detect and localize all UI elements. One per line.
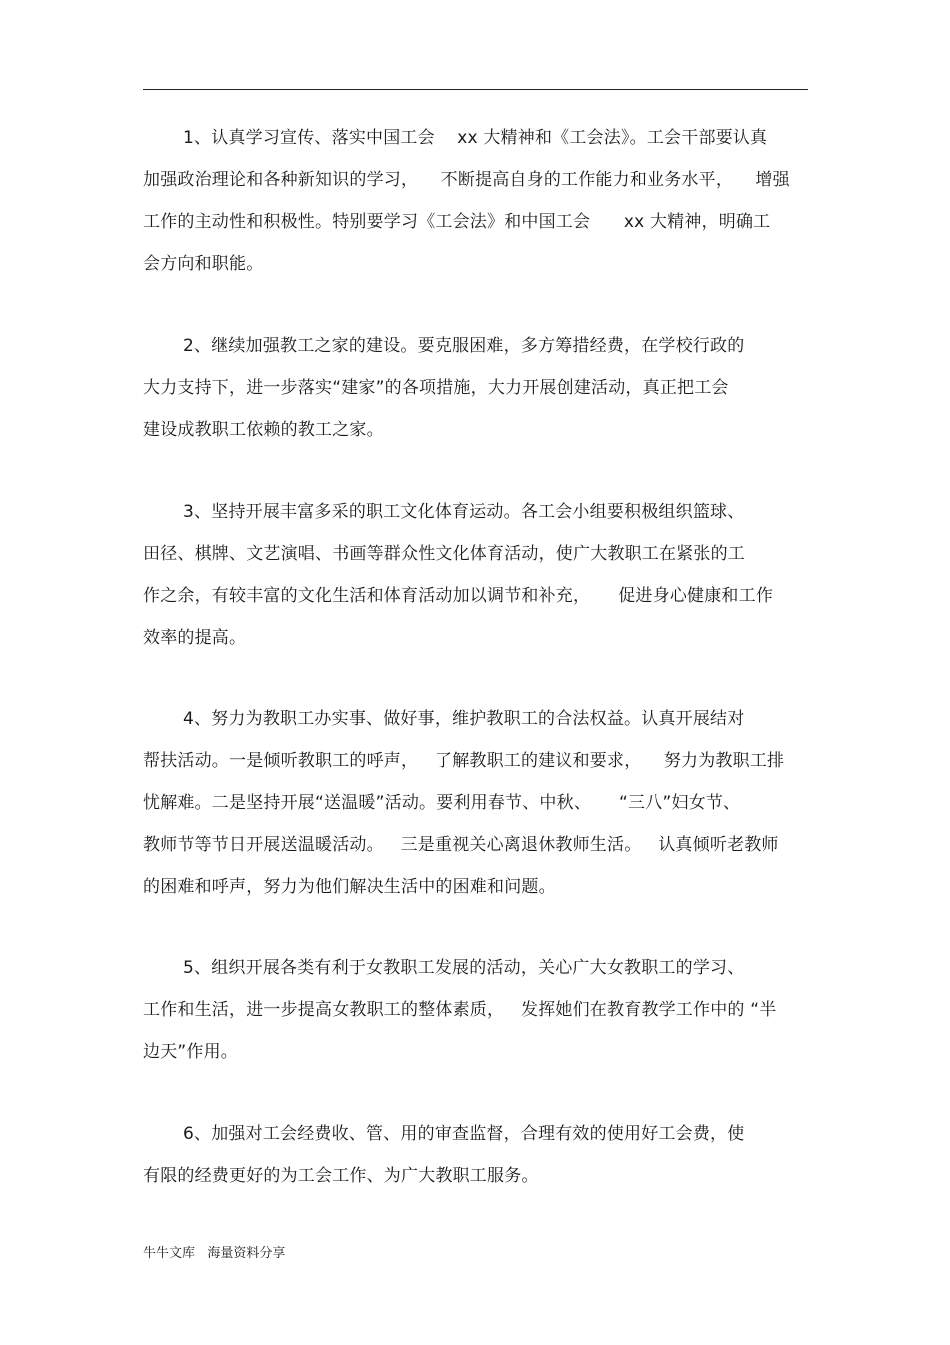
paragraph-line: 建设成教职工依赖的教工之家。	[143, 420, 384, 440]
paragraph-line: 2、继续加强教工之家的建设。要克服困难，多方筹措经费，在学校行政的	[183, 336, 745, 356]
paragraph-line: 5、组织开展各类有利于女教职工发展的活动，关心广大女教职工的学习、	[183, 958, 745, 978]
paragraph-line: 4、努力为教职工办实事、做好事，维护教职工的合法权益。认真开展结对	[183, 709, 745, 729]
header-rule	[143, 89, 808, 90]
paragraph-line: 3、坚持开展丰富多采的职工文化体育运动。各工会小组要积极组织篮球、	[183, 502, 745, 522]
paragraph-line: 1、认真学习宣传、落实中国工会 xx 大精神和《工会法》。工会干部要认真	[183, 128, 768, 148]
paragraph-line: 效率的提高。	[143, 628, 247, 648]
paragraph-line: 6、加强对工会经费收、管、用的审查监督，合理有效的使用好工会费，使	[183, 1124, 745, 1144]
paragraph-line: 大力支持下，进一步落实“建家”的各项措施，大力开展创建活动，真正把工会	[143, 378, 729, 398]
paragraph-line: 工作的主动性和积极性。特别要学习《工会法》和中国工会 xx 大精神，明确工	[143, 212, 771, 232]
paragraph-line: 作之余，有较丰富的文化生活和体育活动加以调节和补充， 促进身心健康和工作	[143, 586, 774, 606]
paragraph-4	[143, 698, 813, 908]
paragraph-line: 的困难和呼声，努力为他们解决生活中的困难和问题。	[143, 877, 556, 897]
footer-text: 牛牛文库 海量资料分享	[143, 1246, 286, 1261]
paragraph-line: 有限的经费更好的为工会工作、为广大教职工服务。	[143, 1166, 539, 1186]
paragraph-5	[143, 947, 813, 1073]
paragraph-line: 教师节等节日开展送温暖活动。 三是重视关心离退休教师生活。 认真倾听老教师	[143, 835, 779, 855]
paragraph-line: 加强政治理论和各种新知识的学习， 不断提高自身的工作能力和业务水平， 增强	[143, 170, 790, 190]
paragraph-line: 工作和生活，进一步提高女教职工的整体素质， 发挥她们在教育教学工作中的 “半	[143, 1000, 777, 1020]
paragraph-3	[143, 491, 813, 659]
paragraph-6	[143, 1113, 813, 1197]
paragraph-line: 会方向和职能。	[143, 254, 264, 274]
paragraph-line: 忧解难。二是坚持开展“送温暖”活动。要利用春节、中秋、 “三八”妇女节、	[143, 793, 741, 813]
paragraph-line: 边天”作用。	[143, 1042, 239, 1062]
paragraph-line: 帮扶活动。一是倾听教职工的呼声， 了解教职工的建议和要求， 努力为教职工排	[143, 751, 785, 771]
paragraph-1	[143, 117, 813, 285]
paragraph-line: 田径、棋牌、文艺演唱、书画等群众性文化体育活动，使广大教职工在紧张的工	[143, 544, 745, 564]
paragraph-2	[143, 325, 813, 451]
